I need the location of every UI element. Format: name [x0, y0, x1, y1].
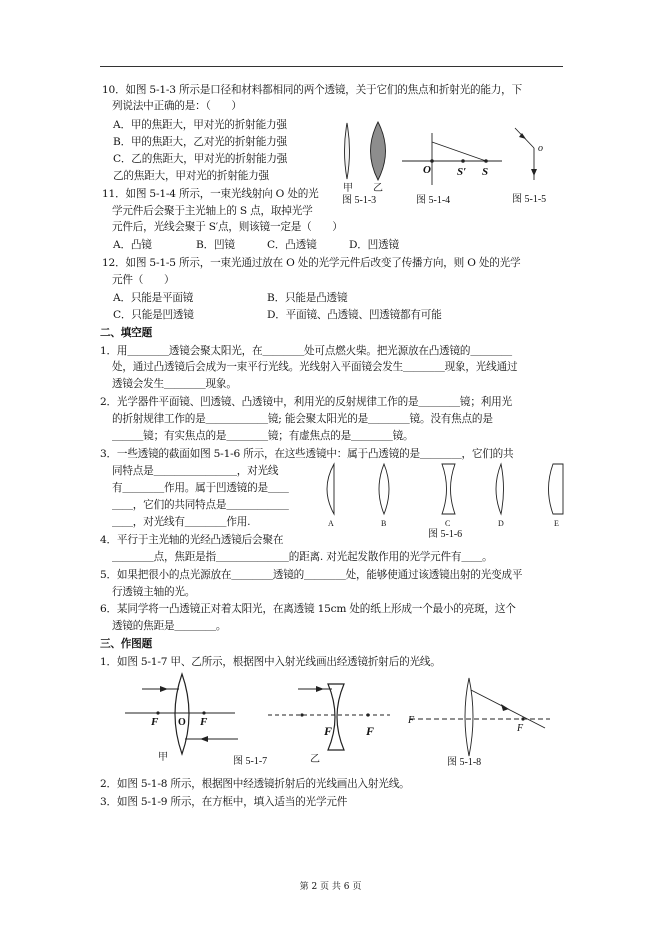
- jia-label-f-right: F: [200, 716, 208, 728]
- fill-q1-line1: 1．用＿＿＿＿透镜会聚太阳光，在＿＿＿＿处可点燃火柴。把光源放在凸透镜的＿＿＿＿: [100, 345, 512, 357]
- fill-q4-line1: 4．平行于主光轴的光经凸透镜后会聚在: [100, 534, 284, 546]
- fill-q1-line2: 处，通过凸透镜后会成为一束平行光线。光线射入平面镜会发生＿＿＿＿现象，光线通过: [112, 361, 518, 373]
- fill-q3-line3: 有＿＿＿＿作用。属于凹透镜的是＿＿: [112, 482, 289, 494]
- q12-option-b: B．只能是凸透镜: [267, 292, 348, 304]
- label-f-right: F: [517, 723, 524, 734]
- q11-option-a: A．凸镜: [113, 239, 152, 251]
- q12-option-d: D．平面镜、凸透镜、凹透镜都有可能: [267, 309, 442, 321]
- fill-q1-line3: 透镜会发生＿＿＿＿现象。: [112, 378, 237, 390]
- draw-q3: 3．如图 5-1-9 所示，在方框中，填入适当的光学元件: [100, 796, 348, 808]
- q12-option-a: A．只能是平面镜: [113, 292, 194, 304]
- draw-q2: 2．如图 5-1-8 所示，根据图中经透镜折射后的光线画出入射光线。: [100, 778, 410, 790]
- label-s: S: [482, 166, 489, 178]
- figure-5-1-6: [318, 460, 563, 540]
- yi-label-f-right: F: [366, 724, 375, 738]
- section-drawing-title: 三、作图题: [100, 638, 152, 650]
- label-o: O: [423, 164, 431, 176]
- q11-option-c: C．凸透镜: [267, 239, 317, 251]
- caption-5-1-4: 图 5-1-4: [416, 195, 451, 206]
- fill-q3-line2: 同特点是＿＿＿＿＿＿＿＿，对光线: [112, 465, 279, 477]
- fill-q4-line2: ＿＿＿＿点，焦距是指＿＿＿＿＿＿＿的距离. 对光起发散作用的光学元件有＿＿。: [112, 551, 493, 563]
- section-fill-in-title: 二、填空题: [100, 327, 152, 339]
- fill-q2-line3: ＿＿＿镜；有实焦点的是＿＿＿＿镜；有虚焦点的是＿＿＿＿镜。: [112, 430, 414, 442]
- fill-q2-line2: 的折射规律工作的是＿＿＿＿＿＿镜; 能会聚太阳光的是＿＿＿＿镜。没有焦点的是: [112, 413, 493, 425]
- q12-stem-line2: 元件（ ）: [112, 274, 175, 286]
- label-e: E: [554, 519, 559, 528]
- fill-q3-line5: ＿＿，对光线有＿＿＿＿作用.: [112, 516, 251, 528]
- incident-ray: [432, 142, 486, 161]
- label-b: B: [381, 519, 387, 528]
- q11-stem-line1: 11．如图 5-1-4 所示，一束光线射向 O 处的光: [102, 188, 319, 200]
- fill-q2-line1: 2．光学器件平面镜、凹透镜、凸透镜中，利用光的反射规律工作的是＿＿＿＿镜；利用光: [100, 396, 512, 408]
- q10-option-d: 乙的焦距大，甲对光的折射能力强: [113, 170, 269, 182]
- q11-option-d: D．凹透镜: [349, 239, 399, 251]
- caption-5-1-5: 图 5-1-5: [512, 194, 547, 205]
- caption-5-1-3: 图 5-1-3: [342, 195, 377, 206]
- figure-5-1-5: [508, 125, 568, 210]
- figure-5-1-8: [405, 676, 555, 771]
- q10-option-c: C．乙的焦距大，甲对光的折射能力强: [113, 153, 288, 165]
- q10-stem-line2: 列说法中正确的是：（ ）: [112, 100, 242, 112]
- lens-d-meniscus: [496, 464, 504, 514]
- figure-5-1-3: [335, 120, 395, 210]
- figure-5-1-4: [398, 130, 508, 210]
- page-footer: 第 2 页 共 6 页: [299, 882, 362, 892]
- q10-stem-line1: 10．如图 5-1-3 所示是口径和材料都相同的两个透镜，关于它们的焦点和折射光的能力，下: [102, 84, 522, 96]
- fill-q6-line2: 透镜的焦距是＿＿＿＿。: [112, 620, 227, 632]
- label-d: D: [498, 519, 504, 528]
- fill-q3-line1: 3．一些透镜的截面如图 5-1-6 所示，在这些透镜中：属于凸透镜的是＿＿＿＿，它们的共: [100, 448, 514, 460]
- fill-q3-line4: ＿＿，它们的共同特点是＿＿＿＿＿＿: [112, 499, 289, 511]
- figure-5-1-7: [120, 672, 410, 772]
- label-jia: 甲: [158, 752, 168, 763]
- header-rule: [100, 66, 563, 67]
- q12-option-c: C．只能是凹透镜: [113, 309, 194, 321]
- q10-option-a: A．甲的焦距大，甲对光的折射能力强: [113, 119, 287, 131]
- jia-label-f-left: F: [151, 716, 159, 728]
- point-s: [484, 159, 488, 163]
- lens-b-biconvex: [379, 464, 389, 514]
- draw-q1: 1．如图 5-1-7 甲、乙所示，根据图中入射光线画出经透镜折射后的光线。: [100, 656, 441, 668]
- lens-yi: [371, 122, 386, 180]
- q11-stem-line3: 元件后，光线会聚于 S′点，则该镜一定是（ ）: [112, 221, 343, 233]
- convex-lens: [465, 678, 473, 756]
- label-a: A: [328, 519, 334, 528]
- label-yi: 乙: [373, 183, 383, 194]
- label-c: C: [445, 519, 451, 528]
- lens-e-plano-concave: [549, 464, 564, 514]
- label-f-left: F: [408, 715, 415, 726]
- fill-q5-line2: 行透镜主轴的光。: [112, 586, 196, 598]
- lens-c-biconcave: [442, 464, 455, 514]
- fill-q6-line1: 6．某同学将一凸透镜正对着太阳光，在离透镜 15cm 处的纸上形成一个最小的亮斑，这个: [100, 603, 516, 615]
- point-s-prime: [461, 159, 465, 163]
- caption-5-1-8: 图 5-1-8: [447, 757, 482, 768]
- q10-option-b: B．甲的焦距大，乙对光的折射能力强: [113, 136, 287, 148]
- fill-q5-line1: 5．如果把很小的点光源放在＿＿＿＿透镜的＿＿＿＿处，能够使通过该透镜出射的光变成平: [100, 569, 523, 581]
- jia-label-o: O: [178, 717, 186, 728]
- label-o: o: [538, 143, 543, 154]
- caption-5-1-7: 图 5-1-7: [233, 756, 268, 767]
- label-jia: 甲: [343, 183, 353, 194]
- q12-stem-line1: 12．如图 5-1-5 所示，一束光通过放在 O 处的光学元件后改变了传播方向，则 O 处的光学: [102, 257, 521, 269]
- lens-a-plano-convex: [327, 464, 334, 514]
- yi-label-f-left: F: [324, 724, 333, 738]
- caption-5-1-6: 图 5-1-6: [428, 529, 463, 540]
- q11-stem-line2: 学元件后会聚于主光轴上的 S 点，取掉光学: [112, 205, 313, 217]
- label-yi: 乙: [310, 754, 320, 765]
- yi-concave-lens: [328, 684, 344, 750]
- jia-convex-lens: [175, 674, 189, 754]
- q11-option-b: B．凹镜: [196, 239, 235, 251]
- label-s-prime: S′: [457, 166, 467, 178]
- lens-jia: [345, 123, 350, 179]
